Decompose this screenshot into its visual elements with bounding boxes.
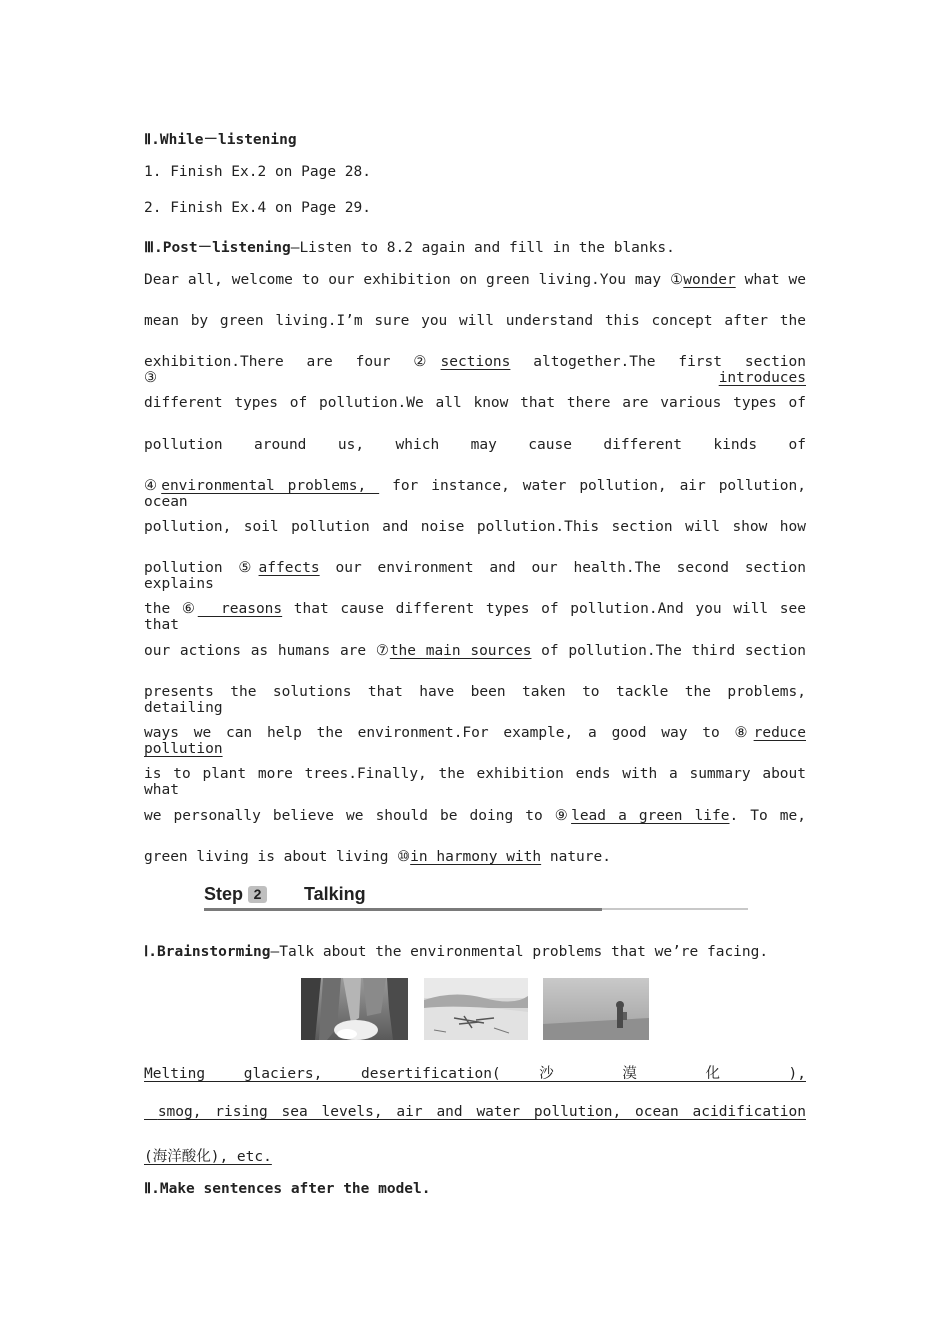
while-listening-item-2: 2. Finish Ex.4 on Page 29. (144, 200, 371, 216)
smog-photo (543, 978, 649, 1040)
passage-line: the ⑥ reasons that cause different types of pollution.And you will see that (144, 601, 806, 633)
desert-photo (424, 978, 528, 1040)
blank-answer-6: reasons (197, 601, 283, 617)
step-number-badge: 2 (248, 886, 267, 903)
passage-line: is to plant more trees.Finally, the exhibition ends with a summary about what (144, 766, 806, 798)
step-title: Talking (304, 884, 366, 904)
blank-answer-5: affects (258, 560, 320, 576)
post-listening-instruction: —Listen to 8.2 again and fill in the blanks. (290, 240, 675, 256)
make-sentences-heading: Ⅱ.Make sentences after the model. (144, 1181, 431, 1197)
blank-answer-3: introduces (718, 370, 806, 386)
brainstorming-instruction: —Talk about the environmental problems that we’re facing. (270, 944, 769, 960)
blank-answer-9: lead a green life (571, 808, 730, 824)
passage-line: ways we can help the environment.For example, a good way to ⑧reduce pollution (144, 725, 806, 757)
passage-line: Dear all, welcome to our exhibition on green living.You may ①wonder what we (144, 272, 806, 288)
blank-answer-7: the main sources (389, 643, 532, 659)
passage-line: we personally believe we should be doing to ⑨lead a green life. To me, (144, 808, 807, 824)
post-listening-heading: Ⅲ.Post－listening (144, 240, 291, 256)
passage-line: pollution, soil pollution and noise pollution.This section will show how (144, 519, 806, 535)
brainstorming-heading: Ⅰ.Brainstorming (144, 944, 271, 960)
step-divider (204, 908, 602, 911)
while-listening-heading: Ⅱ.While－listening (144, 132, 297, 148)
blank-answer-8: reduce pollution (144, 725, 806, 757)
passage-line: mean by green living.I’m sure you will understand this concept after the (144, 313, 806, 329)
passage-line: pollution around us, which may cause different kinds of (144, 437, 806, 453)
passage-line: presents the solutions that have been taken to tackle the problems, detailing (144, 684, 806, 716)
blank-answer-2: sections (440, 354, 511, 370)
passage-line: green living is about living ⑩in harmony with nature. (144, 849, 611, 865)
step-label: Step (204, 884, 244, 904)
passage-line: exhibition.There are four ②sections altogether.The first section ③introduces (144, 354, 806, 386)
post-listening-header (144, 236, 806, 257)
passage-line: different types of pollution.We all know that there are various types of (144, 395, 806, 411)
blank-answer-4: environmental problems, (161, 478, 380, 494)
brainstorming-header (144, 944, 806, 960)
step-banner (204, 882, 748, 912)
step-divider-light (602, 908, 748, 910)
blank-answer-10: in harmony with (410, 849, 542, 865)
brainstorm-answer-line: (海洋酸化), etc. (144, 1149, 272, 1165)
brainstorm-answer-line: smog, rising sea levels, air and water pollution, ocean acidification (144, 1104, 806, 1120)
blank-answer-1: wonder (683, 272, 736, 288)
passage-line: ④environmental problems, for instance, water pollution, air pollution, ocean (144, 478, 806, 510)
passage-line: our actions as humans are ⑦the main sources of pollution.The third section (144, 643, 806, 659)
glacier-photo (301, 978, 408, 1040)
brainstorm-answer-line: Melting glaciers, desertification( 沙 漠 化 ), (144, 1066, 806, 1082)
while-listening-item-1: 1. Finish Ex.2 on Page 28. (144, 164, 371, 180)
passage-line: pollution ⑤affects our environment and our health.The second section explains (144, 560, 806, 592)
